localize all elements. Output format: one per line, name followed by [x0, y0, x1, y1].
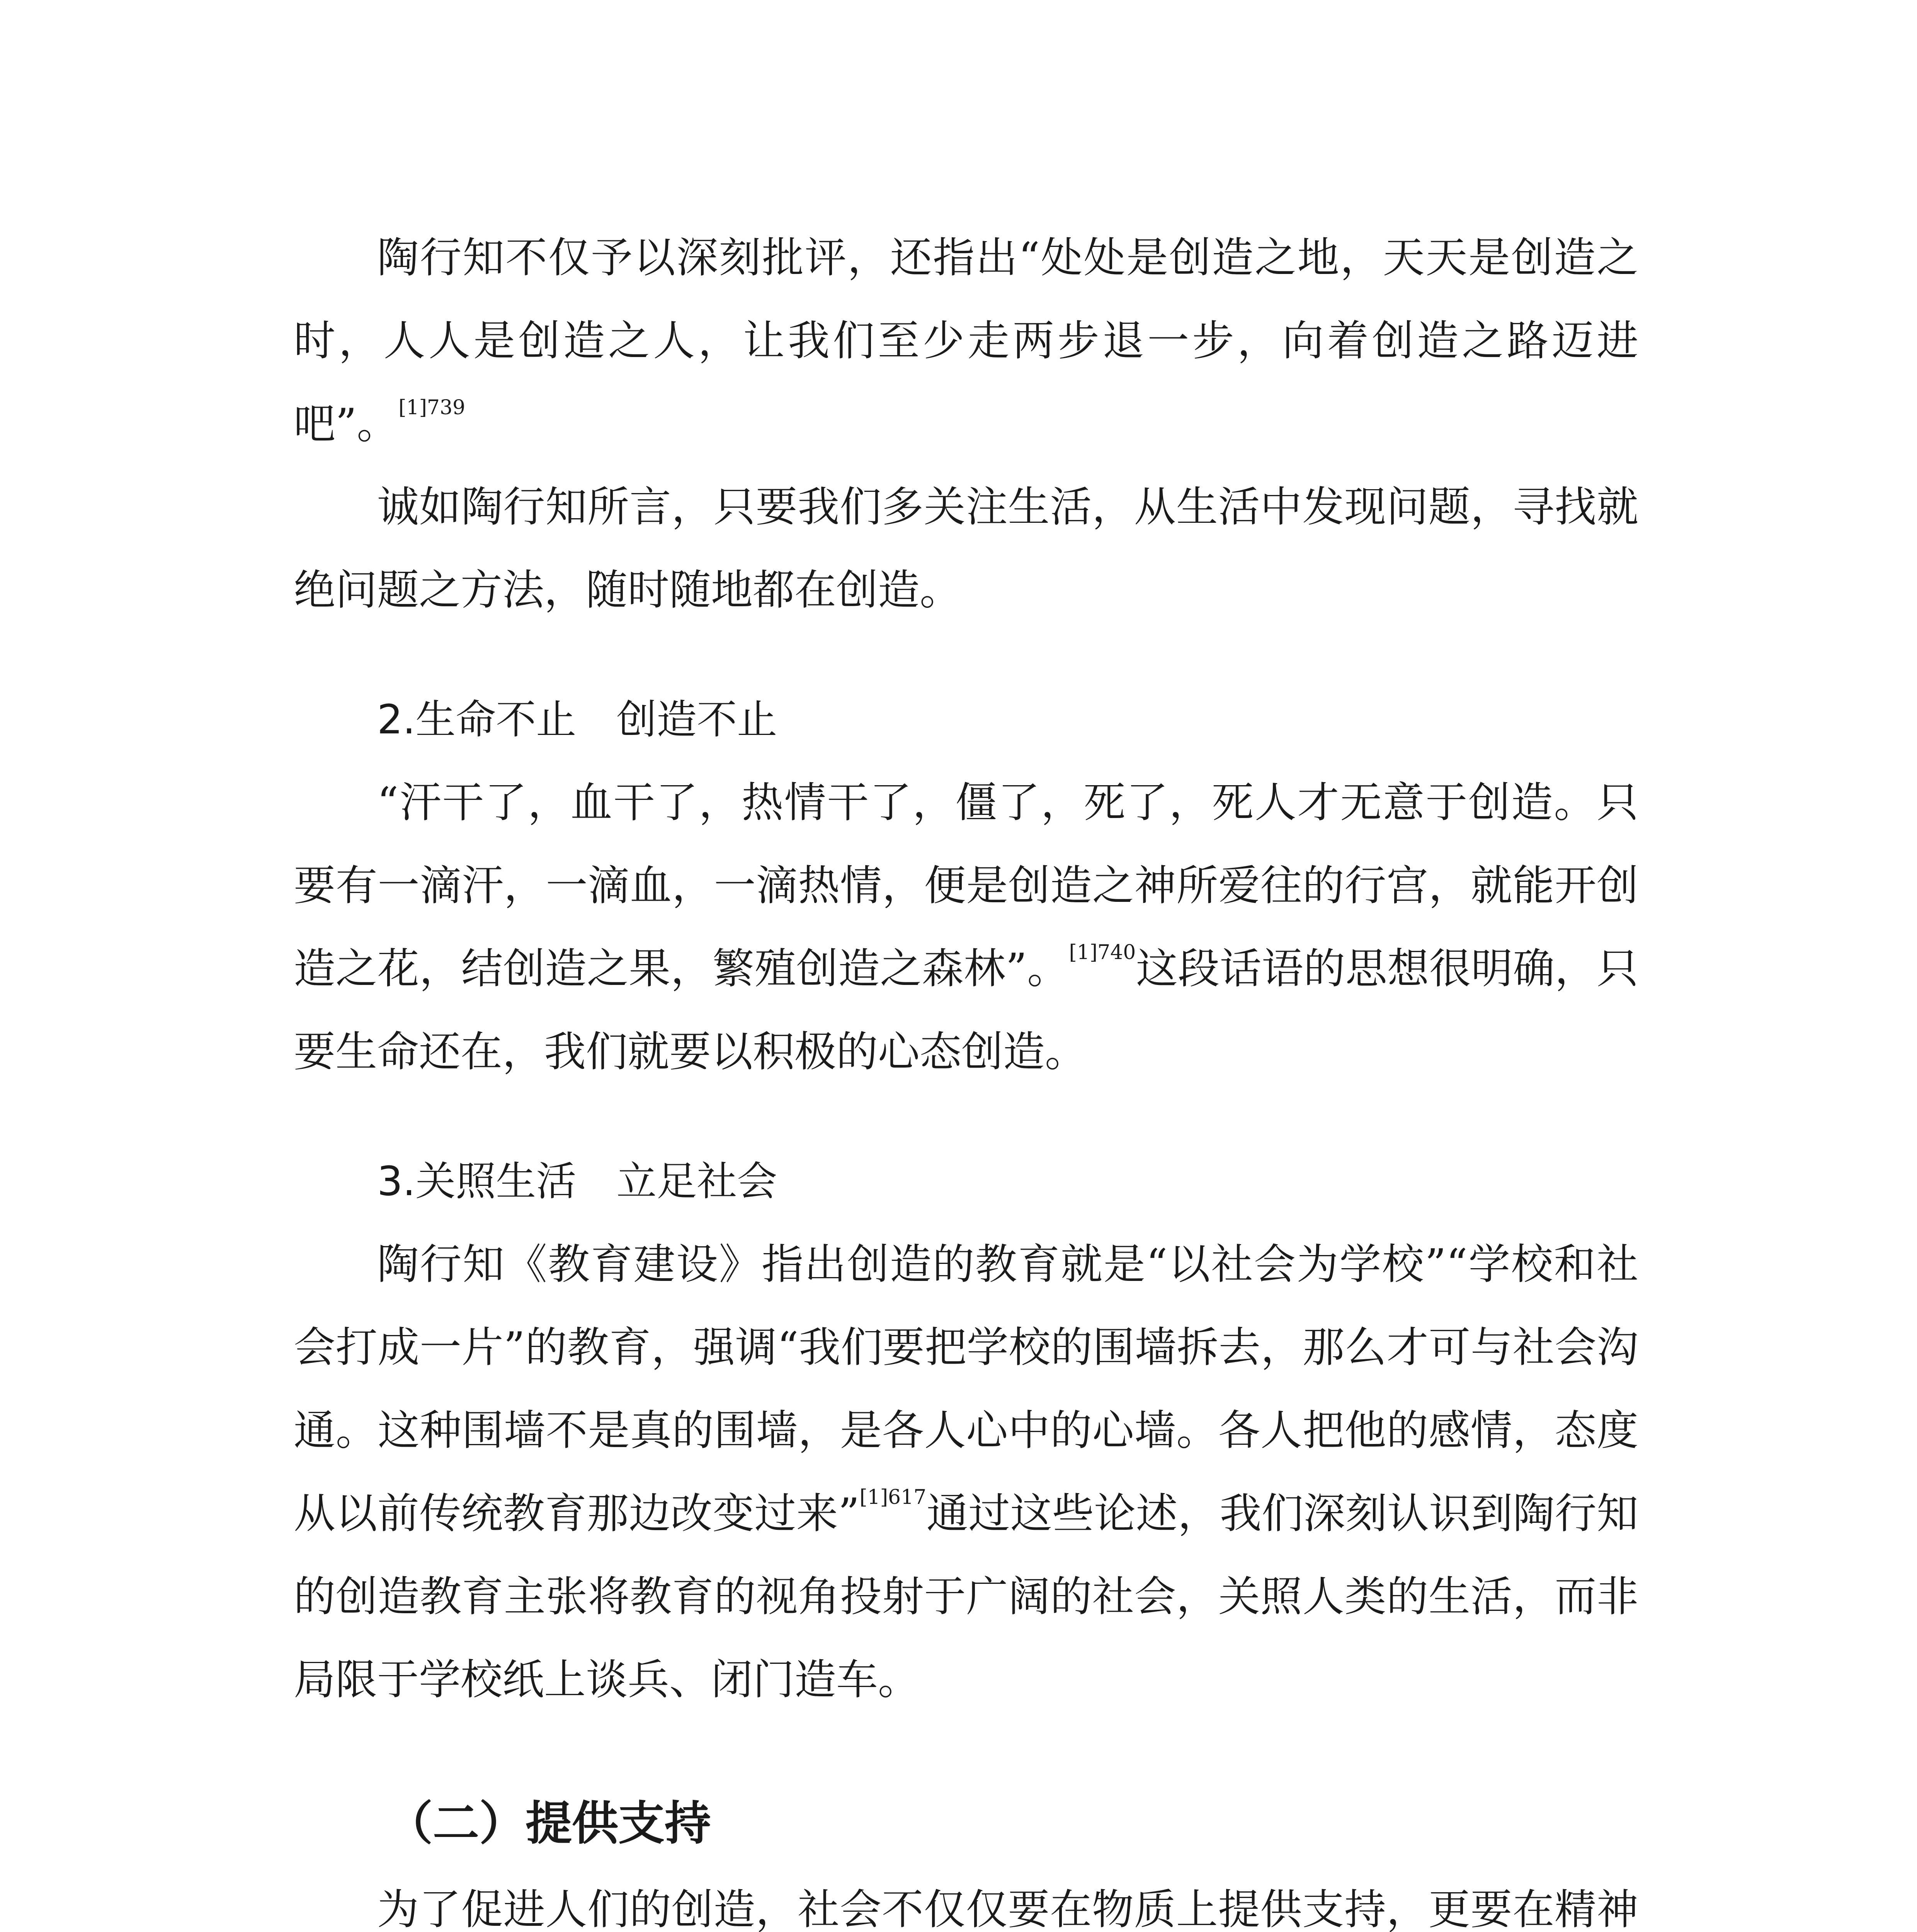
paragraph-text: 陶行知不仅予以深刻批评，还指出“处处是创造之地，天天是创造之时，人人是创造之人，让我们至少走两步退一步，向着创造之路迈进吧”。: [294, 234, 1638, 448]
citation: [1]739: [398, 396, 466, 419]
subheading: 3.关照生活 立足社会: [377, 1158, 777, 1205]
citation: [1]740: [1069, 941, 1136, 964]
spacer: [294, 1721, 1638, 1779]
spacer: [294, 632, 1638, 678]
citation: [1]617: [859, 1486, 927, 1509]
paragraph-text: 为了促进人们的创造，社会不仅仅要在物质上提供支持，更要在精神: [377, 1886, 1638, 1932]
paragraph: [294, 1223, 1638, 1721]
paragraph-text: 通过这些论述，我们深刻认识到陶行知的创造教育主张将教育的视角投射于广阔的社会，关照人类的生活，而非局限于学校纸上谈兵、闭门造车。: [294, 1490, 1638, 1704]
section-heading: （二）提供支持: [386, 1797, 711, 1850]
spacer: [294, 1094, 1638, 1140]
paragraph: [294, 466, 1638, 632]
paragraph: [294, 761, 1638, 1094]
paragraph-text: “汗干了，血干了，热情干了，僵了，死了，死人才无意于创造。只要有一滴汗，一滴血，一滴热情，便是创造之神所爱往的行宫，就能开创造之花，结创造之果，繁殖创造之森林”。: [294, 779, 1638, 993]
paragraph: [294, 216, 1638, 466]
paragraph-text: 这段话语的思想很明确，只要生命还在，我们就要以积极的心态创造。: [294, 945, 1638, 1076]
subheading: 2.生命不止 创造不止: [377, 696, 777, 743]
paragraph-text: 诚如陶行知所言，只要我们多关注生活，从生活中发现问题，寻找就绝问题之方法，随时随地都在创造。: [294, 483, 1638, 614]
paragraph-text: 陶行知《教育建设》指出创造的教育就是“以社会为学校”“学校和社会打成一片”的教育，强调“我们要把学校的围墙拆去，那么才可与社会沟通。这种围墙不是真的围墙，是各人心中的心墙。各人把他的感情，态度从以前传统教育那边改变过来”: [294, 1240, 1638, 1538]
document-body: [294, 216, 1638, 1932]
paragraph: [294, 1868, 1638, 1932]
